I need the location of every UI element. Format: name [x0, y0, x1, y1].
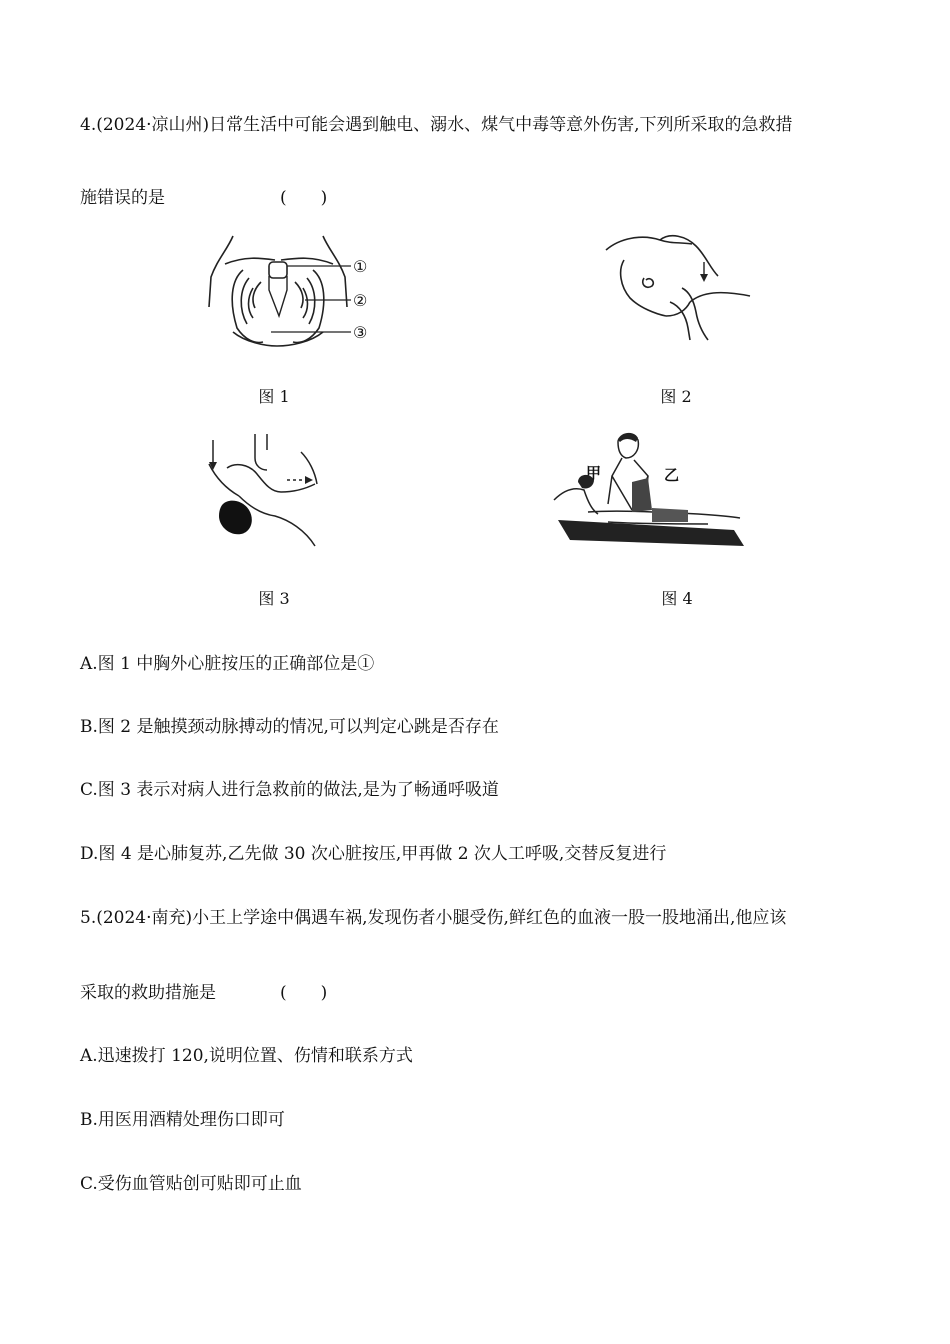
ribcage-illustration — [205, 232, 385, 352]
fig1-label-2: ② — [353, 291, 368, 310]
q5-stem-line-2: 采取的救助措施是 — [80, 983, 216, 1003]
q4-option-c: C.图 3 表示对病人进行急救前的做法,是为了畅通呼吸道 — [80, 780, 499, 800]
cpr-illustration — [548, 430, 746, 550]
figure-4-cpr — [548, 430, 746, 550]
q5-answer-paren: ( ) — [280, 983, 328, 1003]
q4-option-b: B.图 2 是触摸颈动脉搏动的情况,可以判定心跳是否存在 — [80, 717, 499, 737]
figure-2-pulse-check — [600, 232, 760, 342]
q5-stem-line-1: 5.(2024·南充)小王上学途中偶遇车祸,发现伤者小腿受伤,鲜红色的血液一股一股地涌出,他应该 — [80, 908, 787, 928]
q5-option-b: B.用医用酒精处理伤口即可 — [80, 1110, 285, 1130]
fig4-label-yi: 乙 — [664, 466, 680, 484]
q4-answer-paren: ( ) — [280, 188, 328, 208]
fig1-label-1: ① — [353, 257, 368, 276]
q4-stem-line-1: 4.(2024·凉山州)日常生活中可能会遇到触电、溺水、煤气中毒等意外伤害,下列所采取的急救措 — [80, 115, 793, 135]
figure-1-caption: 图 1 — [258, 387, 290, 406]
q4-stem-line-2: 施错误的是 — [80, 188, 165, 208]
q4-option-a: A.图 1 中胸外心脏按压的正确部位是① — [80, 654, 375, 674]
q4-option-d: D.图 4 是心肺复苏,乙先做 30 次心脏按压,甲再做 2 次人工呼吸,交替反复进行 — [80, 844, 667, 864]
figure-3-airway — [205, 430, 330, 550]
pulse-check-illustration — [600, 232, 760, 342]
q5-option-a: A.迅速拨打 120,说明位置、伤情和联系方式 — [80, 1046, 413, 1066]
fig1-label-3: ③ — [353, 323, 368, 342]
figure-1-ribcage — [205, 232, 385, 352]
figure-4-caption: 图 4 — [661, 589, 693, 608]
figure-2-caption: 图 2 — [660, 387, 692, 406]
airway-illustration — [205, 430, 330, 550]
q5-option-c: C.受伤血管贴创可贴即可止血 — [80, 1174, 302, 1194]
figure-3-caption: 图 3 — [258, 589, 290, 608]
fig4-label-jia: 甲 — [586, 464, 602, 482]
